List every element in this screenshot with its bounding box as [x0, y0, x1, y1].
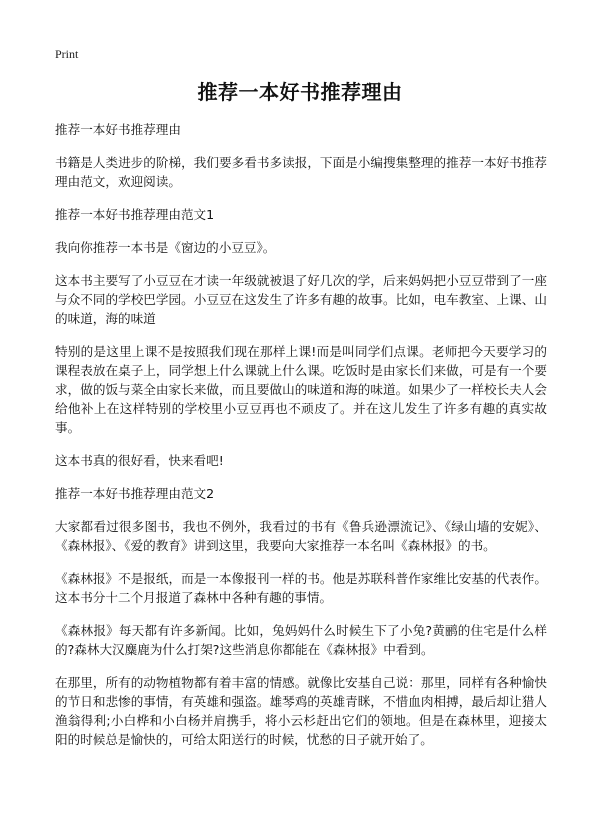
article-body	[55, 120, 547, 763]
body-paragraph: 特别的是这里上课不是按照我们现在那样上课!而是叫同学们点课。老师把今天要学习的课程表放在桌子上，同学想上什么课就上什么课。吃饭时是由家长们来做，可是有一个要求，做的饭与菜全由家长来做，而且要做山的味道和海的味道。如果少了一样校长夫人会给他补上在这样特别的学校里小豆豆再也不顽皮了。并在这儿发生了许多有趣的真实故事。	[55, 344, 547, 435]
body-paragraph: 在那里，所有的动物植物都有着丰富的情感。就像比安基自己说：那里，同样有各种愉快的节日和悲惨的事情，有英雄和强盗。雄琴鸡的英雄青眯，不惜血肉相搏，最后却让猎人渔翁得利;小白桦和小白杨并肩携手，将小云杉赶出它们的领地。但是在森林里，迎接太阳的时候总是愉快的，可给太阳送行的时候，忧愁的日子就开始了。	[55, 675, 547, 747]
section-heading-2: 推荐一本好书推荐理由范文2	[55, 486, 215, 501]
body-paragraph: 这本书真的很好看，快来看吧!	[55, 453, 224, 468]
section-heading-1: 推荐一本好书推荐理由范文1	[55, 207, 215, 222]
body-paragraph: 这本书主要写了小豆豆在才读一年级就被退了好几次的学，后来妈妈把小豆豆带到了一座与众不同的学校巴学园。小豆豆在这发生了许多有趣的故事。比如，电车教室、上课、山的味道，海的味道	[55, 273, 547, 326]
page-title: 推荐一本好书推荐理由	[197, 80, 403, 104]
body-paragraph: 大家都看过很多图书，我也不例外，我看过的书有《鲁兵逊漂流记》、《绿山墙的安妮》、《森林报》、《爱的教育》讲到这里，我要向大家推荐一本名叫《森林报》的书。	[55, 519, 547, 553]
body-paragraph: 我向你推荐一本书是《窗边的小豆豆》。	[55, 240, 276, 255]
body-paragraph: 《森林报》每天都有许多新闻。比如，兔妈妈什么时候生下了小兔?黄鹂的住宅是什么样的?森林大汉麋鹿为什么打架?这些消息你都能在《森林报》中看到。	[55, 623, 547, 657]
intro-paragraph: 书籍是人类进步的阶梯，我们要多看书多读报，下面是小编搜集整理的推荐一本好书推荐理由范文，欢迎阅读。	[55, 155, 547, 189]
body-paragraph: 《森林报》不是报纸，而是一本像报刊一样的书。他是苏联科普作家维比安基的代表作。这本书分十二个月报道了森林中各种有趣的事情。	[55, 571, 547, 605]
print-link[interactable]: Print	[55, 47, 79, 61]
subtitle-paragraph: 推荐一本好书推荐理由	[55, 122, 181, 137]
